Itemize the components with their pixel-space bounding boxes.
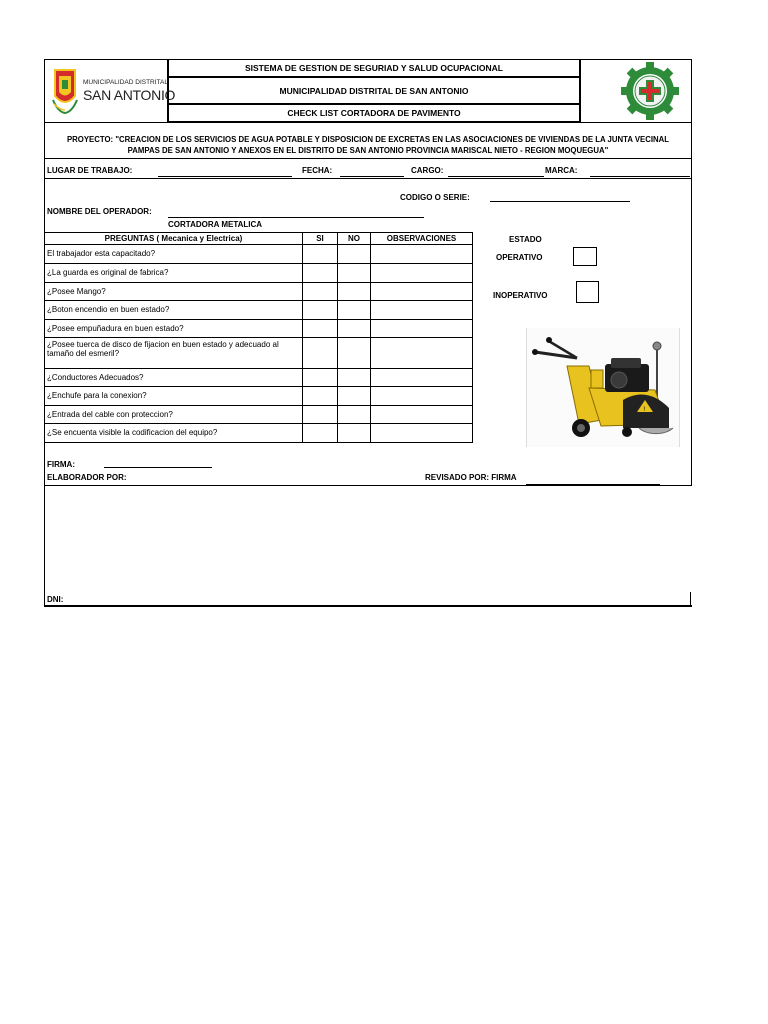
si-cell[interactable] [302, 263, 338, 283]
question-text: ¿Entrada del cable con proteccion? [47, 410, 173, 419]
no-cell[interactable] [337, 386, 371, 406]
question-cell [44, 300, 303, 320]
no-cell[interactable] [337, 368, 371, 387]
observaciones-cell[interactable] [370, 263, 473, 283]
question-cell [44, 405, 303, 424]
revisado-firma-line[interactable] [526, 484, 660, 485]
safety-gear-icon [612, 62, 688, 120]
no-cell[interactable] [337, 337, 371, 369]
observaciones-cell[interactable] [370, 423, 473, 443]
question-cell [44, 368, 303, 387]
floor-saw-machine-icon [527, 328, 679, 447]
project-bottom-line [44, 158, 692, 159]
marca-input-line[interactable] [590, 176, 690, 177]
question-text: ¿Enchufe para la conexion? [47, 391, 147, 400]
no-cell[interactable] [337, 319, 371, 338]
observaciones-cell[interactable] [370, 319, 473, 338]
si-cell[interactable] [302, 423, 338, 443]
svg-text:!: ! [643, 406, 646, 413]
codigo-label: CODIGO O SERIE: [400, 193, 470, 202]
question-cell [44, 337, 303, 369]
question-text: ¿Se encuenta visible la codificacion del equipo? [47, 428, 218, 437]
checklist-title: CHECK LIST CORTADORA DE PAVIMENTO [168, 104, 580, 122]
si-cell[interactable] [302, 282, 338, 301]
question-text: ¿Posee Mango? [47, 287, 106, 296]
question-text: El trabajador esta capacitado? [47, 249, 156, 258]
safety-logo [612, 62, 688, 120]
question-cell [44, 423, 303, 443]
form-left-border-lower [44, 486, 45, 606]
no-cell[interactable] [337, 244, 371, 264]
no-cell[interactable] [337, 423, 371, 443]
no-cell[interactable] [337, 263, 371, 283]
inoperativo-label: INOPERATIVO [493, 291, 548, 300]
firma-label: FIRMA: [47, 460, 75, 469]
elaborador-label: ELABORADOR POR: [47, 473, 127, 482]
municipality-logo-line2: SAN ANTONIO [83, 87, 176, 103]
question-text: ¿Boton encendio en buen estado? [47, 305, 170, 314]
municipality-logo-line1: MUNICIPALIDAD DISTRITAL [83, 79, 168, 86]
no-cell[interactable] [337, 282, 371, 301]
question-cell [44, 282, 303, 301]
question-text: ¿Posee tuerca de disco de fijacion en buen estado y adecuado al tamaño del esmeril? [47, 340, 279, 358]
cargo-label: CARGO: [411, 166, 444, 175]
lugar-label: LUGAR DE TRABAJO: [47, 166, 133, 175]
header-si-text: SI [316, 234, 324, 243]
no-cell[interactable] [337, 300, 371, 320]
si-cell[interactable] [302, 300, 338, 320]
form-right-border-lower [690, 592, 691, 606]
observaciones-cell[interactable] [370, 337, 473, 369]
form-bottom-border [44, 605, 692, 607]
operador-label: NOMBRE DEL OPERADOR: [47, 207, 152, 216]
revisado-label: REVISADO POR: FIRMA [425, 473, 517, 482]
observaciones-cell[interactable] [370, 368, 473, 387]
firma-input-line[interactable] [104, 467, 212, 468]
project-line-1: PROYECTO: "CREACION DE LOS SERVICIOS DE AGUA POTABLE Y DISPOSICION DE EXCRETAS EN LAS ASOCIACIONES DE VIVIENDAS DE LA JUNTA VECINAL [66, 135, 670, 144]
machine-photo [526, 328, 680, 447]
si-cell[interactable] [302, 244, 338, 264]
municipality-logo [50, 66, 176, 118]
header-preguntas-text: PREGUNTAS ( Mecanica y Electrica) [104, 234, 243, 243]
operador-input-line[interactable] [168, 217, 424, 218]
municipality-shield-icon [50, 66, 80, 116]
header-observaciones-text: OBSERVACIONES [386, 234, 457, 243]
header-no-text: NO [348, 234, 360, 243]
question-text: ¿La guarda es original de fabrica? [47, 268, 169, 277]
table-caption: CORTADORA METALICA [168, 220, 263, 229]
observaciones-cell[interactable] [370, 244, 473, 264]
dni-label: DNI: [47, 595, 64, 604]
si-cell[interactable] [302, 368, 338, 387]
municipality-title: MUNICIPALIDAD DISTRITAL DE SAN ANTONIO [168, 77, 580, 104]
observaciones-cell[interactable] [370, 300, 473, 320]
fecha-input-line[interactable] [340, 176, 404, 177]
system-title: SISTEMA DE GESTION DE SEGURIAD Y SALUD OCUPACIONAL [168, 59, 580, 77]
codigo-input-line[interactable] [490, 201, 630, 202]
question-cell [44, 263, 303, 283]
observaciones-cell[interactable] [370, 405, 473, 424]
inoperativo-checkbox[interactable] [576, 281, 599, 303]
marca-label: MARCA: [545, 166, 578, 175]
fecha-label: FECHA: [302, 166, 333, 175]
fields-row-line [44, 178, 692, 179]
question-cell [44, 244, 303, 264]
cargo-input-line[interactable] [448, 176, 544, 177]
observaciones-cell[interactable] [370, 386, 473, 406]
project-line-2: PAMPAS DE SAN ANTONIO Y ANEXOS EN EL DISTRITO DE SAN ANTONIO PROVINCIA MARISCAL NIETO - REGION MOQUEGUA" [127, 146, 609, 155]
checklist-table [44, 232, 473, 445]
question-text: ¿Posee empuñadura en buen estado? [47, 324, 184, 333]
question-text: ¿Conductores Adecuados? [47, 373, 144, 382]
observaciones-cell[interactable] [370, 282, 473, 301]
header-bottom-line [44, 122, 692, 123]
question-cell [44, 386, 303, 406]
operativo-label: OPERATIVO [496, 253, 543, 262]
question-cell [44, 319, 303, 338]
no-cell[interactable] [337, 405, 371, 424]
estado-title: ESTADO [509, 235, 542, 244]
si-cell[interactable] [302, 405, 338, 424]
lugar-input-line[interactable] [158, 176, 292, 177]
si-cell[interactable] [302, 386, 338, 406]
si-cell[interactable] [302, 319, 338, 338]
operativo-checkbox[interactable] [573, 247, 597, 266]
si-cell[interactable] [302, 337, 338, 369]
